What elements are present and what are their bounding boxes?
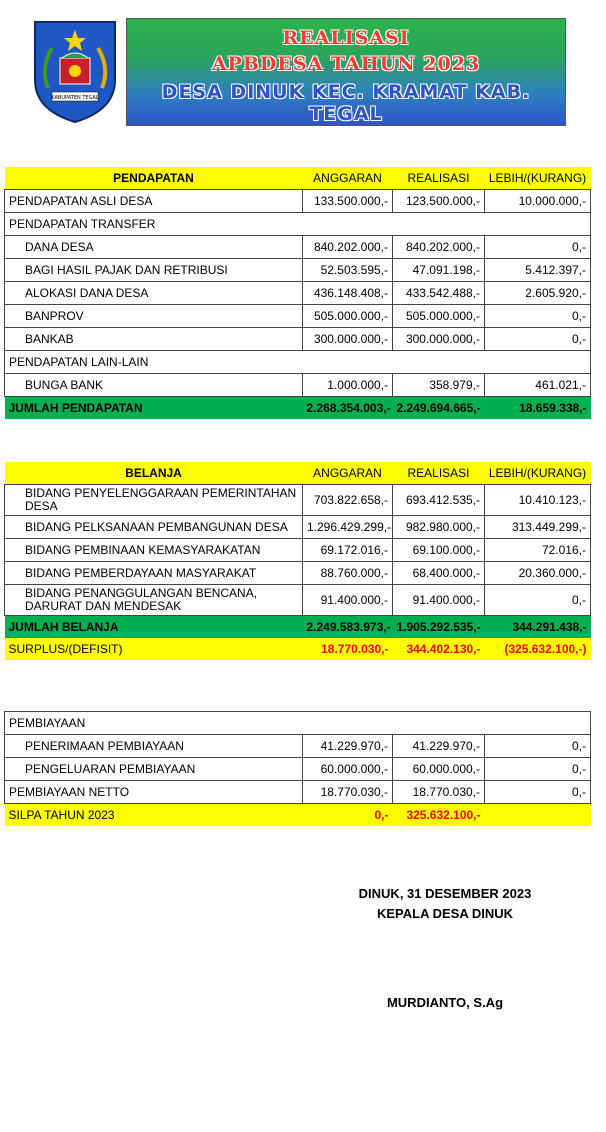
table-row: [5, 712, 591, 735]
row-label: BIDANG PELKSANAAN PEMBANGUNAN DESA: [5, 516, 303, 539]
cell-realisasi: 69.100.000,-: [393, 539, 485, 562]
cell-lebih: 0,-: [485, 328, 591, 351]
signature-name: MURDIANTO, S.Ag: [386, 995, 504, 1010]
pendapatan-total-row: [5, 397, 591, 420]
cell-realisasi: 433.542.488,-: [393, 282, 485, 305]
cell-anggaran: 1.296.429.299,-: [303, 516, 393, 539]
row-label: PENERIMAAN PEMBIAYAAN: [5, 735, 303, 758]
col-realisasi: REALISASI: [393, 462, 485, 485]
cell-lebih: 2.605.920,-: [485, 282, 591, 305]
cell-realisasi: 47.091.198,-: [393, 259, 485, 282]
cell-realisasi: 840.202.000,-: [393, 236, 485, 259]
col-lebih: LEBIH/(KURANG): [485, 167, 591, 190]
col-lebih: LEBIH/(KURANG): [485, 462, 591, 485]
cell-realisasi: 358.979,-: [393, 374, 485, 397]
table-row: [5, 259, 591, 282]
cell-lebih: (325.632.100,-): [485, 638, 591, 660]
cell-realisasi: 325.632.100,-: [393, 804, 485, 827]
table-row: [5, 305, 591, 328]
table-row: [5, 282, 591, 305]
signature-position: KEPALA DESA DINUK: [376, 906, 514, 921]
cell-lebih: 313.449.299,-: [485, 516, 591, 539]
belanja-table: [4, 462, 591, 660]
cell-anggaran: 91.400.000,-: [303, 585, 393, 616]
cell-anggaran: 505.000.000,-: [303, 305, 393, 328]
cell-anggaran: 133.500.000,-: [303, 190, 393, 213]
col-anggaran: ANGGARAN: [303, 462, 393, 485]
row-label: BANKAB: [5, 328, 303, 351]
cell-realisasi: 300.000.000,-: [393, 328, 485, 351]
table-row: [5, 328, 591, 351]
row-label: PENGELUARAN PEMBIAYAAN: [5, 758, 303, 781]
cell-anggaran: 300.000.000,-: [303, 328, 393, 351]
row-label: BIDANG PEMBERDAYAAN MASYARAKAT: [5, 562, 303, 585]
cell-lebih: 0,-: [485, 305, 591, 328]
table-row: [5, 236, 591, 259]
row-label: PENDAPATAN ASLI DESA: [5, 190, 303, 213]
table-row: [5, 374, 591, 397]
row-label: BIDANG PENANGGULANGAN BENCANA, DARURAT DAN MENDESAK: [5, 585, 303, 616]
pembiayaan-table: [4, 711, 591, 826]
row-label: BIDANG PENYELENGGARAAN PEMERINTAHAN DESA: [5, 485, 303, 516]
cell-lebih: 20.360.000,-: [485, 562, 591, 585]
table-row: [5, 213, 591, 236]
belanja-header-row: [5, 462, 591, 485]
cell-realisasi: 41.229.970,-: [393, 735, 485, 758]
cell-anggaran: 88.760.000,-: [303, 562, 393, 585]
table-row: [5, 539, 591, 562]
title-line-1: REALISASI: [282, 27, 410, 49]
cell-realisasi: 91.400.000,-: [393, 585, 485, 616]
cell-anggaran: 41.229.970,-: [303, 735, 393, 758]
cell-anggaran: 52.503.595,-: [303, 259, 393, 282]
cell-lebih: 72.016,-: [485, 539, 591, 562]
cell-lebih: 10.000.000,-: [485, 190, 591, 213]
table-row: [5, 781, 591, 804]
cell-lebih: 18.659.338,-: [485, 397, 591, 420]
title-banner: [126, 18, 566, 126]
row-label: PENDAPATAN LAIN-LAIN: [5, 351, 591, 374]
col-realisasi: REALISASI: [393, 167, 485, 190]
title-line-2: APBDESA TAHUN 2023: [211, 53, 481, 75]
cell-anggaran: 2.249.583.973,-: [303, 616, 393, 639]
cell-anggaran: 703.822.658,-: [303, 485, 393, 516]
title-line-3: DESA DINUK KEC. KRAMAT KAB. TEGAL: [161, 81, 531, 125]
row-label: JUMLAH PENDAPATAN: [5, 397, 303, 420]
row-label: DANA DESA: [5, 236, 303, 259]
row-label: BUNGA BANK: [5, 374, 303, 397]
table-row: [5, 585, 591, 616]
cell-lebih: 5.412.397,-: [485, 259, 591, 282]
cell-anggaran: 69.172.016,-: [303, 539, 393, 562]
cell-anggaran: 18.770.030,-: [303, 638, 393, 660]
table-row: [5, 758, 591, 781]
cell-anggaran: 0,-: [303, 804, 393, 827]
cell-anggaran: 2.268.354.003,-: [303, 397, 393, 420]
cell-realisasi: 344.402.130,-: [393, 638, 485, 660]
pendapatan-table: [4, 167, 591, 419]
row-label: SILPA TAHUN 2023: [5, 804, 303, 827]
signature-place-date: DINUK, 31 DESEMBER 2023: [358, 886, 532, 901]
col-anggaran: ANGGARAN: [303, 167, 393, 190]
row-label: JUMLAH BELANJA: [5, 616, 303, 639]
table-row: [5, 190, 591, 213]
cell-lebih: 0,-: [485, 781, 591, 804]
row-label: SURPLUS/(DEFISIT): [5, 638, 303, 660]
cell-realisasi: 18.770.030,-: [393, 781, 485, 804]
surplus-row: [5, 638, 591, 660]
row-label: BANPROV: [5, 305, 303, 328]
cell-realisasi: 693.412.535,-: [393, 485, 485, 516]
cell-anggaran: 840.202.000,-: [303, 236, 393, 259]
cell-empty: [485, 804, 591, 827]
cell-realisasi: 60.000.000,-: [393, 758, 485, 781]
table-row: [5, 562, 591, 585]
table-row: [5, 485, 591, 516]
cell-realisasi: 1.905.292.535,-: [393, 616, 485, 639]
pendapatan-title: PENDAPATAN: [5, 167, 303, 190]
cell-lebih: 461.021,-: [485, 374, 591, 397]
cell-lebih: 0,-: [485, 236, 591, 259]
cell-lebih: 10.410.123,-: [485, 485, 591, 516]
cell-realisasi: 68.400.000,-: [393, 562, 485, 585]
cell-realisasi: 982.980.000,-: [393, 516, 485, 539]
cell-lebih: 344.291.438,-: [485, 616, 591, 639]
cell-anggaran: 18.770.030,-: [303, 781, 393, 804]
table-row: [5, 735, 591, 758]
row-label: PEMBIAYAAN: [5, 712, 591, 735]
row-label: PENDAPATAN TRANSFER: [5, 213, 591, 236]
cell-anggaran: 1.000.000,-: [303, 374, 393, 397]
kabupaten-tegal-emblem: [30, 18, 120, 126]
cell-anggaran: 436.148.408,-: [303, 282, 393, 305]
cell-realisasi: 123.500.000,-: [393, 190, 485, 213]
silpa-row: [5, 804, 591, 827]
belanja-total-row: [5, 616, 591, 639]
table-row: [5, 351, 591, 374]
belanja-title: BELANJA: [5, 462, 303, 485]
svg-text:KABUPATEN TEGAL: KABUPATEN TEGAL: [51, 95, 99, 101]
row-label: PEMBIAYAAN NETTO: [5, 781, 303, 804]
cell-anggaran: 60.000.000,-: [303, 758, 393, 781]
cell-lebih: 0,-: [485, 585, 591, 616]
row-label: BAGI HASIL PAJAK DAN RETRIBUSI: [5, 259, 303, 282]
pendapatan-header-row: [5, 167, 591, 190]
cell-lebih: 0,-: [485, 735, 591, 758]
cell-realisasi: 505.000.000,-: [393, 305, 485, 328]
row-label: ALOKASI DANA DESA: [5, 282, 303, 305]
table-row: [5, 516, 591, 539]
cell-lebih: 0,-: [485, 758, 591, 781]
row-label: BIDANG PEMBINAAN KEMASYARAKATAN: [5, 539, 303, 562]
cell-realisasi: 2.249.694.665,-: [393, 397, 485, 420]
